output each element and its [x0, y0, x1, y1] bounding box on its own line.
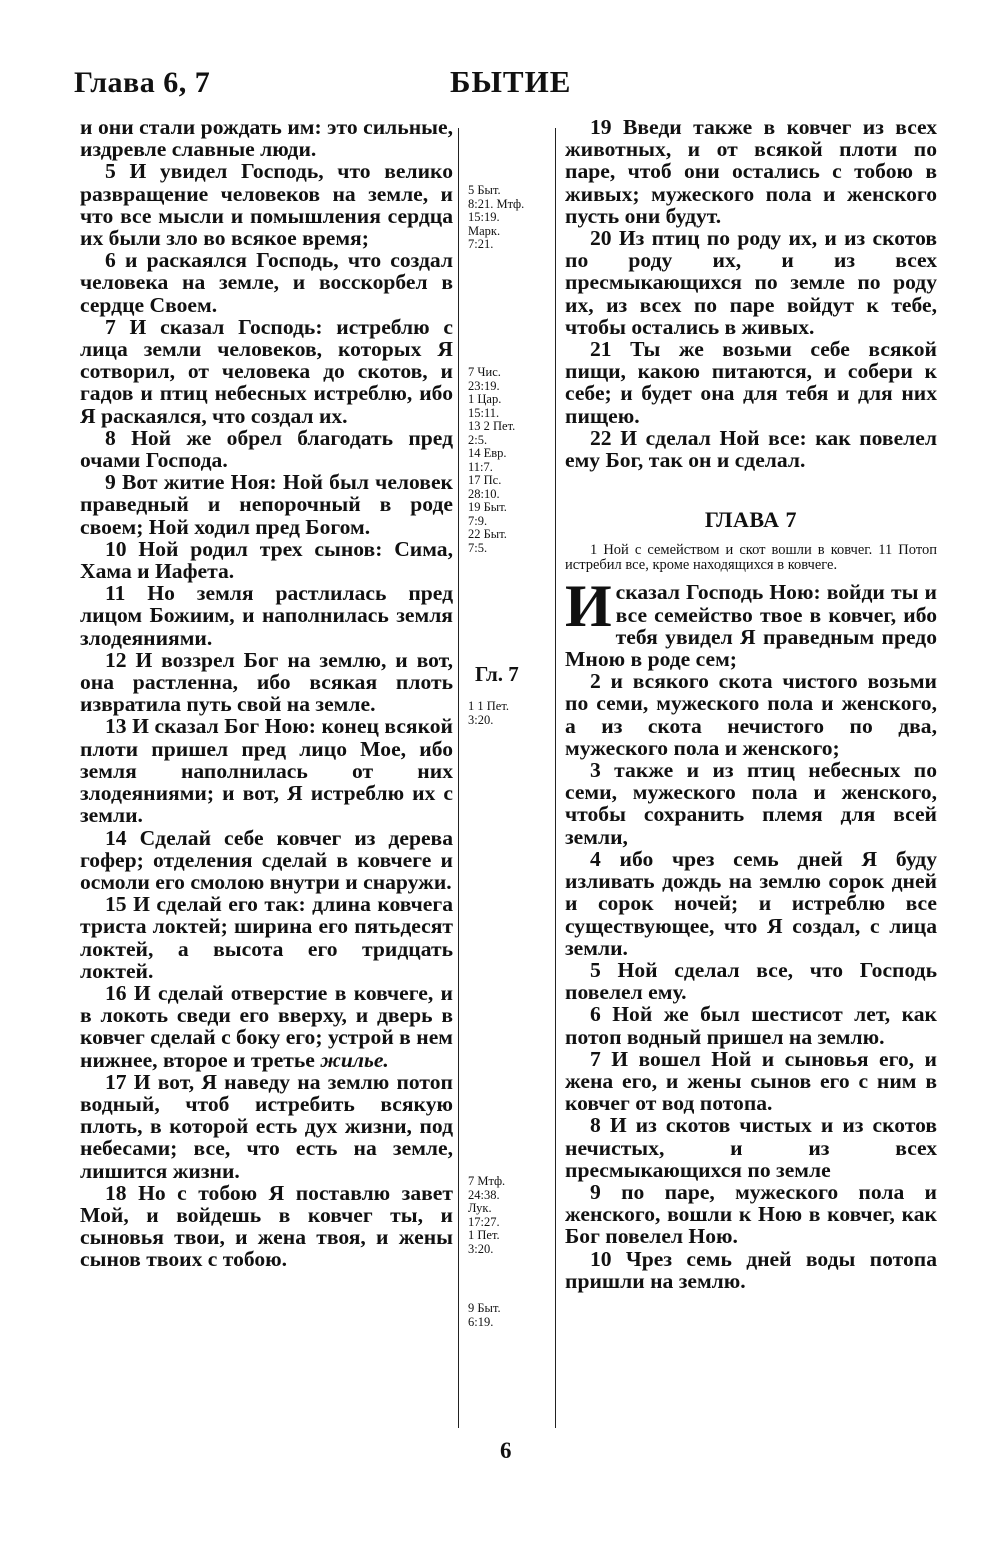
- margin-chapter-marker: Гл. 7: [475, 662, 519, 686]
- italic-word: жилье.: [320, 1047, 389, 1072]
- cross-ref: 1 Цар.: [468, 392, 502, 406]
- verse-paragraph: 6 Ной же был шестисот лет, как потоп водный пришел на землю.: [565, 1002, 937, 1049]
- verse-paragraph: 15 И сделай его так: длина ковчега триста локтей; ширина его пятьдесят локтей, а высота его тридцать локтей.: [80, 892, 453, 983]
- cross-ref: 7:9.: [468, 513, 488, 528]
- cross-ref: 15:19.: [468, 210, 500, 224]
- verse-paragraph: 21 Ты же возьми себе всякой пищи, какою питаются, и собери к себе; и будет она для тебя и для них пищею.: [565, 337, 937, 428]
- cross-ref: 7 Чис.: [468, 365, 501, 379]
- column-divider-left: [458, 128, 459, 1428]
- verse-paragraph: 10 Чрез семь дней воды потопа пришли на землю.: [565, 1246, 937, 1293]
- verse-paragraph: 11 Но земля растлилась пред лицом Божиим, и наполнилась земля злодеяниями.: [80, 581, 453, 650]
- cross-ref: 17 Пс.: [468, 473, 502, 487]
- verse-paragraph: 8 И из скотов чистых и из скотов нечистых, и из всех пресмыкающихся по земле: [565, 1113, 937, 1182]
- verse-paragraph: 9 по паре, мужеского пола и женского, вошли к Ною в ковчег, как Бог повелел Ною.: [565, 1179, 937, 1249]
- right-text-column: [565, 116, 937, 1292]
- verse-paragraph: 8 Ной же обрел благодать пред очами Господа.: [80, 425, 453, 473]
- cross-ref: 3:20.: [468, 1241, 494, 1256]
- cross-ref: 11:7.: [468, 459, 493, 474]
- chapter-title: ГЛАВА 7: [704, 507, 798, 533]
- verse-paragraph: 5 Ной сделал все, что Господь повелел ему.: [565, 957, 937, 1005]
- verse-paragraph: 6 и раскаялся Господь, что создал человека на земле, и восскорбел в сердце Своем.: [80, 248, 453, 317]
- verse-paragraph: 17 И вот, Я наведу на землю потоп водный, чтоб истребить всякую плоть, в которой есть дух жизни, под небесами; все, что есть на земле, лишится жизни.: [80, 1069, 453, 1183]
- verse-paragraph: 10 Ной родил трех сынов: Сима, Хама и Иафета.: [80, 536, 453, 584]
- cross-ref: 28:10.: [468, 486, 500, 501]
- verse-paragraph: 7 И сказал Господь: истреблю с лица земли человеков, которых Я сотворил, от человека до скотов, и гадов и птиц небесных истреблю, ибо Я раскаялся, что создал их.: [80, 314, 453, 428]
- cross-ref: 22 Быт.: [468, 527, 507, 541]
- cross-ref-group: [468, 1175, 550, 1256]
- cross-ref-group: [468, 184, 550, 252]
- verse-text: 16 И сделай отверстие в ковчеге, и в локоть сведи его вверху, и дверь в ковчег сделай с боку его; устрой в нем нижнее, второе и третье: [80, 980, 453, 1072]
- cross-ref: 1 1 Пет.: [468, 699, 509, 713]
- cross-ref: 9 Быт.: [468, 1301, 501, 1315]
- column-divider-right: [555, 128, 556, 1428]
- verse-paragraph: 22 И сделал Ной все: как повелел ему Бог, так он и сделал.: [565, 425, 937, 473]
- cross-ref-group: [468, 366, 550, 555]
- cross-ref: 15:11.: [468, 405, 500, 420]
- verse-paragraph: 12 И воззрел Бог на землю, и вот, она растленна, ибо всякая плоть извратила путь свой на земле.: [80, 647, 453, 717]
- cross-ref: 6:19.: [468, 1314, 494, 1329]
- cross-ref: 23:19.: [468, 378, 500, 393]
- cross-ref: 17:27.: [468, 1214, 500, 1229]
- cross-ref-group: [468, 1302, 550, 1329]
- cross-ref: 2:5.: [468, 432, 488, 447]
- cross-ref: 7:5.: [468, 540, 488, 555]
- verse-paragraph: 14 Сделай себе ковчег из дерева гофер; отделения сделай в ковчеге и осмоли его смолою внутри и снаружи.: [80, 825, 453, 894]
- verse-paragraph: 4 ибо чрез семь дней Я буду изливать дождь на землю сорок дней и сорок ночей; и истреблю все существующее, что Я создал, с лица земли.: [565, 846, 937, 960]
- cross-ref: Лук.: [468, 1201, 492, 1215]
- cross-ref: 7 Мтф.: [468, 1174, 506, 1188]
- drop-cap: И: [565, 573, 612, 640]
- cross-ref: Марк.: [468, 223, 501, 238]
- verse-paragraph: 18 Но с тобою Я поставлю завет Мой, и войдешь в ковчег ты, и сыновья твои, и жена твоя, и жены сынов твоих с тобою.: [80, 1180, 453, 1272]
- page-number: 6: [500, 1438, 512, 1463]
- verse-paragraph: и они стали рождать им: это сильные, издревле славные люди.: [80, 115, 453, 162]
- verse-paragraph: [565, 573, 937, 672]
- cross-ref: 19 Быт.: [468, 500, 507, 514]
- cross-ref: 1 Пет.: [468, 1228, 500, 1242]
- cross-ref: 3:20.: [468, 712, 494, 727]
- cross-ref: 13 2 Пет.: [468, 419, 516, 433]
- cross-ref: 24:38.: [468, 1187, 500, 1202]
- verse-paragraph: 3 также и из птиц небесных по семи, мужеского пола и женского, чтобы сохранить племя для всей земли,: [565, 758, 937, 849]
- left-text-column: [80, 116, 453, 1271]
- chapter-header: Глава 6, 7: [74, 66, 211, 99]
- cross-ref: 5 Быт.: [468, 183, 501, 197]
- chapter-summary: 1 Ной с семейством и скот вошли в ковчег. 11 Потоп истребил все, кроме находящихся в ковчеге.: [565, 542, 937, 574]
- cross-ref-group: [468, 700, 550, 727]
- verse-paragraph: [80, 982, 453, 1071]
- book-title: БЫТИЕ: [450, 64, 572, 99]
- verse-text: сказал Господь Ною: войди ты и все семейство твое в ковчег, ибо тебя увидел Я праведным предо Мною в роде сем;: [565, 580, 937, 672]
- verse-paragraph: 7 И вошел Ной и сыновья его, и жена его, и жены сынов его с ним в ковчег от вод потопа.: [565, 1046, 937, 1116]
- cross-ref: 8:21. Мтф.: [468, 196, 525, 211]
- cross-ref: 7:21.: [468, 237, 494, 251]
- verse-paragraph: 2 и всякого скота чистого возьми по семи, мужеского пола и женского, а из скота нечистого по два, мужеского пола и женского;: [565, 669, 937, 760]
- verse-paragraph: 5 И увидел Господь, что велико развращение человеков на земле, и что все мысли и помышления сердца их были зло во всякое время;: [80, 159, 453, 251]
- verse-paragraph: 9 Вот житие Ноя: Ной был человек праведный и непорочный в роде своем; Ной ходил пред Богом.: [80, 470, 453, 539]
- verse-paragraph: 13 И сказал Бог Ною: конец всякой плоти пришел пред лицо Мое, ибо земля наполнилась от них злодеяниями; и вот, Я истреблю их с земли.: [80, 714, 453, 828]
- cross-ref: 14 Евр.: [468, 446, 507, 460]
- verse-paragraph: 20 Из птиц по роду их, и из скотов по роду их, и из всех пресмыкающихся по земле по роду их, из всех по паре войдут к тебе, чтобы остались в живых.: [565, 226, 937, 339]
- verse-paragraph: 19 Введи также в ковчег из всех животных, и от всякой плоти по паре, чтоб они остались с тобою в живых; мужеского пола и женского пусть они будут.: [565, 115, 937, 228]
